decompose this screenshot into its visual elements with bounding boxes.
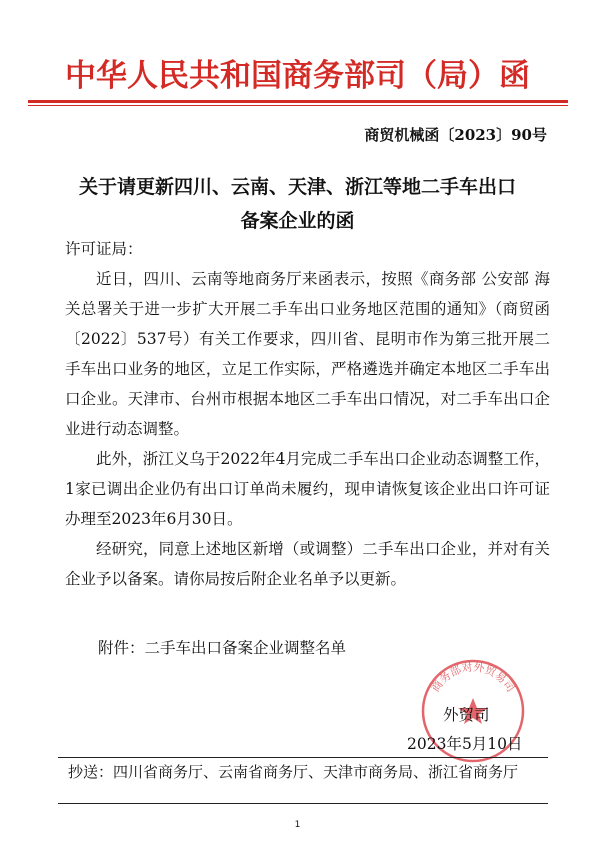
cc-list: 抄送：四川省商务厅、云南省商务厅、天津市商务局、浙江省商务厅 xyxy=(68,763,519,781)
attachment-line: 附件：二手车出口备案企业调整名单 xyxy=(98,639,347,657)
sender-department: 外贸司 xyxy=(443,706,490,724)
salutation: 许可证局： xyxy=(65,240,143,258)
seal-text: 商务部对外贸易司 xyxy=(428,660,518,695)
svg-text:商务部对外贸易司 xyxy=(428,660,517,695)
cc-divider-bottom xyxy=(58,803,548,804)
issue-date: 2023年5月10日 xyxy=(407,735,523,753)
page-number: 1 xyxy=(294,820,301,830)
red-rule-thin xyxy=(28,105,568,106)
letter-body xyxy=(65,234,550,594)
paragraph-1: 近日，四川、云南等地商务厅来函表示，按照《商务部 公安部 海关总署关于进一步扩大开展二手车出口业务地区范围的通知》（商贸函〔2022〕537号）有关工作要求，四川省、昆明市作为第三批开展二手车出口业务的地区，立足工作实际，严格遴选并确定本地区二手车出口企业。天津市、台州市根据本地区二手车出口情况，对二手车出口企业进行动态调整。 xyxy=(65,270,550,438)
document-number: 商贸机械函〔2023〕90号 xyxy=(364,126,547,144)
paragraph-2: 此外，浙江义乌于2022年4月完成二手车出口企业动态调整工作，1家已调出企业仍有出口订单尚未履约，现申请恢复该企业出口许可证办理至2023年6月30日。 xyxy=(65,450,550,528)
letterhead-title: 中华人民共和国商务部司（局）函 xyxy=(65,58,530,94)
document-title xyxy=(0,170,595,238)
cc-divider-top xyxy=(58,757,548,758)
paragraph-3: 经研究，同意上述地区新增（或调整）二手车出口企业，并对有关企业予以备案。请你局按后附企业名单予以更新。 xyxy=(65,540,550,588)
title-line-2: 备案企业的函 xyxy=(240,210,355,232)
red-rule-thick xyxy=(28,100,568,103)
title-line-1: 关于请更新四川、云南、天津、浙江等地二手车出口 xyxy=(78,176,516,198)
